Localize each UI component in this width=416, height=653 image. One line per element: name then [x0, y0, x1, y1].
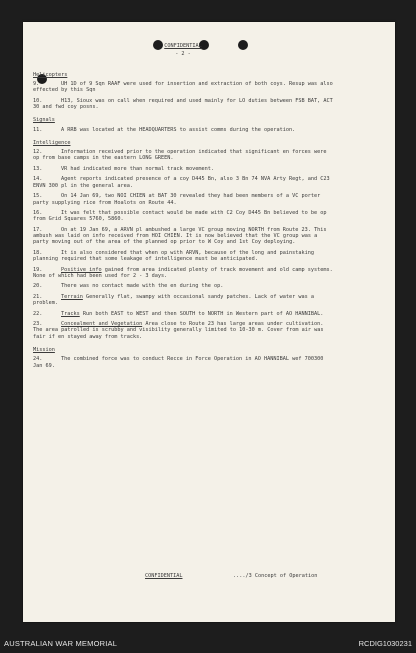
- paragraph-text: It was felt that possible contact would be made with C2 Coy D445 Bn believed to be op from Grid Squares 5760, 5860.: [33, 209, 327, 223]
- paragraph: [33, 283, 333, 289]
- paragraph-number: 18.: [33, 249, 43, 256]
- paragraph: [33, 193, 333, 206]
- paragraph-text: The combined force was to conduct Recce in Force Operation in AO HANNIBAL wef 700300 Jan 69.: [33, 356, 324, 369]
- paragraph-text: On 14 Jan 69, two NOI CHIEN at BAT 30 revealed they had been members of a VC porter party supplying rice from Hoalots on Route 44.: [33, 193, 321, 206]
- paragraph-number: 24.: [33, 356, 43, 363]
- paragraph: [33, 176, 333, 189]
- paragraph-text: A RRB was located at the HEADQUARTERS to assist comms during the operation.: [61, 126, 296, 133]
- paragraph-text: On at 19 Jan 69, a ARVN pl ambushed a large VC group moving NORTH from Route 23. This ambush was laid on info received from HOI CHIEN. It is now believed that the VC group was a party moving out of the area of the planned op prior to W Coy and 1st Coy deploying.: [33, 226, 327, 246]
- paragraph: [33, 81, 333, 94]
- paragraph: [33, 149, 333, 162]
- paragraph-number: 22.: [33, 310, 43, 317]
- paragraph-number: 23.: [33, 321, 43, 328]
- classification-header: CONFIDENTIAL: [164, 43, 202, 49]
- paragraph-number: 21.: [33, 293, 43, 300]
- paragraph-number: 20.: [33, 283, 43, 290]
- paragraph: [33, 127, 333, 133]
- paragraph: [33, 98, 333, 111]
- paragraph-text: It is also considered that when op with ARVN, because of the long and painstaking planning required that some leakage of intelligence must be anticipated.: [33, 249, 314, 263]
- footer: [33, 573, 333, 581]
- paragraph-lead: Positive info: [61, 266, 102, 273]
- section-heading: Helicopters: [33, 71, 68, 78]
- paragraph-text: H13, Sioux was on call when required and used mainly for LO duties between FSB BAT, ACT 30 and fwd coy posns.: [33, 97, 333, 110]
- document-body: [33, 43, 333, 373]
- paragraph: [33, 227, 333, 246]
- paragraph-number: 17.: [33, 226, 43, 233]
- paragraph: [33, 250, 333, 263]
- paragraph-number: 9.: [33, 80, 40, 87]
- paragraph-text: Agent reports indicated presence of a coy D445 Bn, also 3 Bn 74 NVA Arty Regt, and C23 ENVN 300 pl in the general area.: [33, 176, 330, 189]
- paragraph-number: 11.: [33, 126, 43, 133]
- paragraph-number: 15.: [33, 193, 43, 200]
- paragraph-text: Positive info gained from area indicated plenty of track movement and old camp systems. None of which had been used for 2 - 3 days.: [33, 266, 333, 279]
- paragraph: [33, 356, 333, 369]
- sections: [33, 72, 333, 369]
- paragraph-text: Terrain Generally flat, swampy with occasional sandy patches. Lack of water was a problem.: [33, 293, 314, 307]
- paragraph-number: 16.: [33, 209, 43, 216]
- section-heading: Signals: [33, 117, 55, 124]
- paragraph: [33, 267, 333, 280]
- paragraph-text: UH 1D of 9 Sqn RAAF were used for insertion and extraction of both coys. Resup was also effected by this Sqn: [33, 80, 333, 94]
- paragraph: [33, 210, 333, 223]
- paragraph: [33, 294, 333, 307]
- paragraph-text: Tracks Run both EAST to WEST and then SOUTH to NORTH in Western part of AO HANNIBAL.: [61, 310, 324, 317]
- paragraph-number: 19.: [33, 266, 43, 273]
- section-heading: Mission: [33, 347, 55, 354]
- archive-id: RCDIG1030231: [358, 639, 412, 648]
- paragraph-number: 12.: [33, 149, 43, 156]
- paragraph: [33, 166, 333, 172]
- paragraph-text: Concealment and Vegetation Area close to Route 23 has large areas under cultivation. The area patrolled is scrubby and visibility generally limited to 10-30 m. Cover from air was fair if en stayed away from tracks.: [33, 321, 324, 340]
- archive-strip: [0, 633, 416, 653]
- paragraph-text: Information received prior to the operation indicated that significant en forces were op from base camps in the eastern LONG GREEN.: [33, 149, 327, 162]
- paragraph: [33, 321, 333, 340]
- paragraph-number: 14.: [33, 176, 43, 183]
- paragraph-number: 13.: [33, 165, 43, 172]
- classification-footer: CONFIDENTIAL: [145, 573, 183, 579]
- archive-name: AUSTRALIAN WAR MEMORIAL: [4, 639, 118, 648]
- paragraph-text: There was no contact made with the en during the op.: [61, 283, 224, 290]
- paragraph-lead: Concealment and Vegetation: [61, 321, 143, 328]
- page-number: - 2 -: [175, 51, 191, 58]
- section-heading: Intelligence: [33, 139, 71, 146]
- paragraph-lead: Terrain: [61, 293, 83, 300]
- paragraph-text: VR had indicated more than normal track movement.: [61, 165, 215, 172]
- paragraph-number: 10.: [33, 97, 43, 104]
- paragraph-lead: Tracks: [61, 310, 80, 317]
- continuation-note: ..../3 Concept of Operation: [233, 573, 318, 579]
- paragraph: [33, 311, 333, 317]
